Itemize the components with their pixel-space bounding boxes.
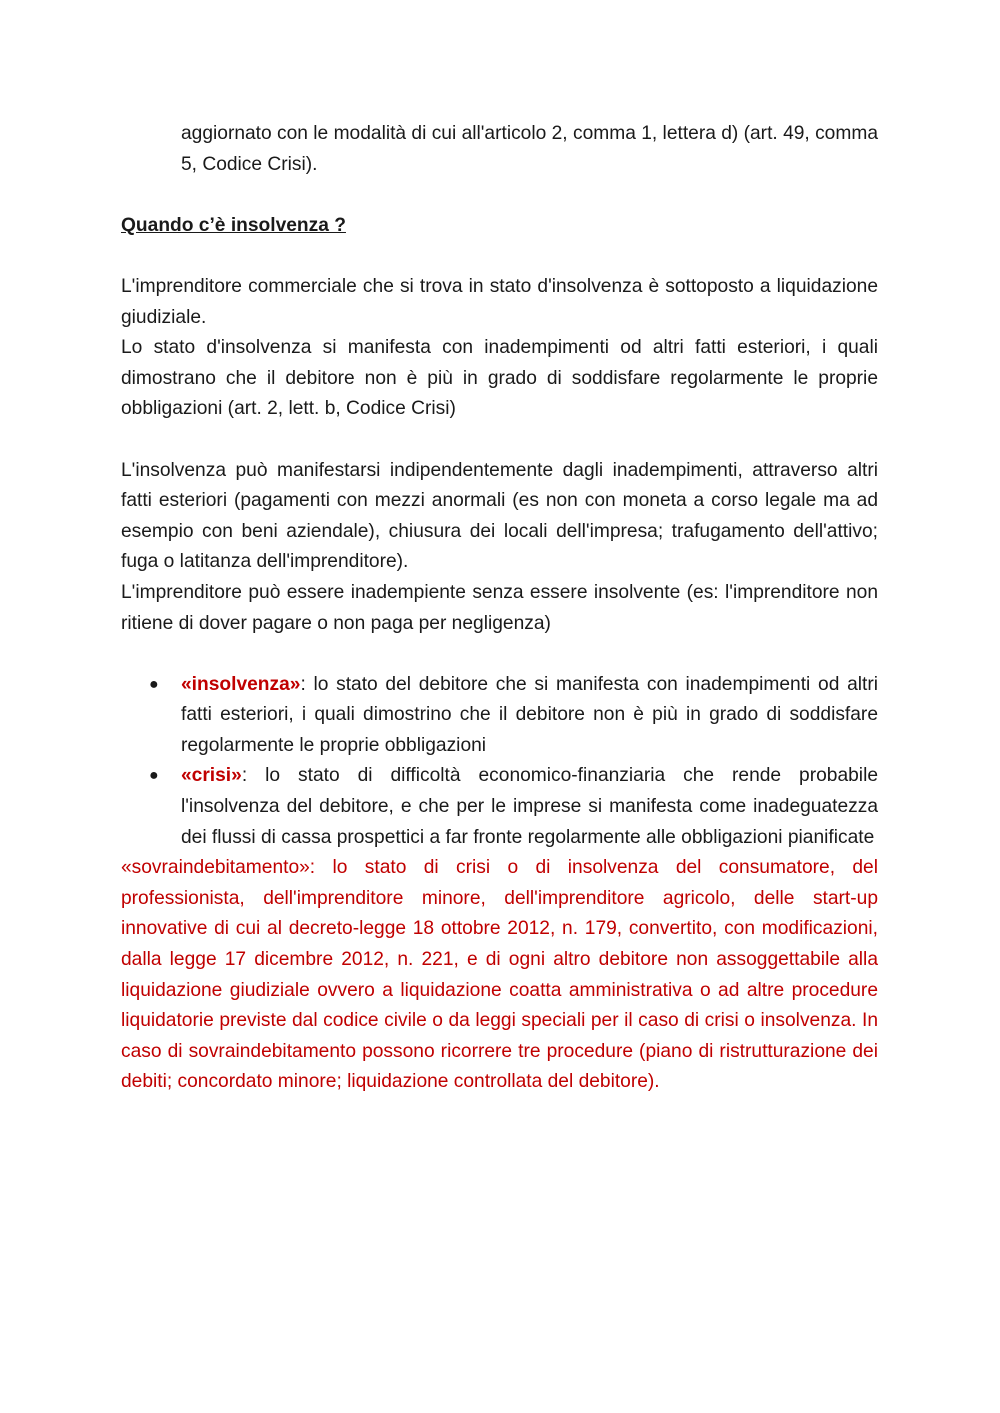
definition-crisi: : lo stato di difficoltà economico-finanziaria che rende probabile l'insolvenza del debitore, e che per le imprese si manifesta come inadeguatezza dei flussi di cassa prospettici a far fronte regolarmente alle obbligazioni pianificate [181, 765, 878, 848]
term-crisi: «crisi» [181, 765, 242, 787]
spacer [121, 180, 878, 211]
paragraph-fatti-esteriori: L'insolvenza può manifestarsi indipendentemente dagli inadempimenti, attraverso altri fatti esteriori (pagamenti con mezzi anormali (es non con moneta a corso legale ma ad esempio con beni aziendale), chiusura dei locali dell'impresa; trafugamento dell'attivo; fuga o latitanza dell'imprenditore). [121, 459, 878, 573]
bullet-icon: ● [149, 767, 159, 785]
spacer [121, 425, 878, 456]
continuation-paragraph: aggiornato con le modalità di cui all'articolo 2, comma 1, lettera d) (art. 49, comma 5, Codice Crisi). [181, 123, 878, 175]
paragraph-inadempiente: L'imprenditore può essere inadempiente senza essere insolvente (es: l'imprenditore non ritiene di dover pagare o non paga per negligenza) [121, 581, 878, 634]
spacer [121, 241, 878, 272]
bullet-icon: ● [149, 675, 159, 693]
list-item-crisi [121, 761, 878, 853]
definition-insolvenza: : lo stato del debitore che si manifesta con inadempimenti od altri fatti esteriori, i quali dimostrino che il debitore non è più in grado di soddisfare regolarmente le proprie obbligazioni [181, 673, 878, 756]
paragraph-sovraindebitamento: «sovraindebitamento»: lo stato di crisi o di insolvenza del consumatore, del professionista, dell'imprenditore minore, dell'imprenditore agricolo, delle start-up innovative di cui al decreto-legge 18 ottobre 2012, n. 179, convertito, con modificazioni, dalla legge 17 dicembre 2012, n. 221, e di ogni altro debitore non assoggettabile alla liquidazione giudiziale ovvero a liquidazione coatta amministrativa o ad altre procedure liquidatorie previste dal codice civile o da leggi speciali per il caso di crisi o insolvenza. In caso di sovraindebitamento possono ricorrere tre procedure (piano di ristrutturazione dei debiti; concordato minore; liquidazione controllata del debitore). [121, 857, 878, 1093]
spacer [121, 639, 878, 670]
list-item-insolvenza [121, 670, 878, 762]
paragraph-stato-insolvenza: Lo stato d'insolvenza si manifesta con inadempimenti od altri fatti esteriori, i quali dimostrano che il debitore non è più in grado di soddisfare regolarmente le proprie obbligazioni (art. 2, lett. b, Codice Crisi) [121, 337, 878, 420]
document-page [121, 119, 878, 1098]
paragraph-liquidazione: L'imprenditore commerciale che si trova in stato d'insolvenza è sottoposto a liquidazione giudiziale. [121, 275, 878, 328]
term-insolvenza: «insolvenza» [181, 673, 301, 695]
definitions-list [121, 670, 878, 854]
section-heading: Quando c’è insolvenza ? [121, 214, 346, 236]
